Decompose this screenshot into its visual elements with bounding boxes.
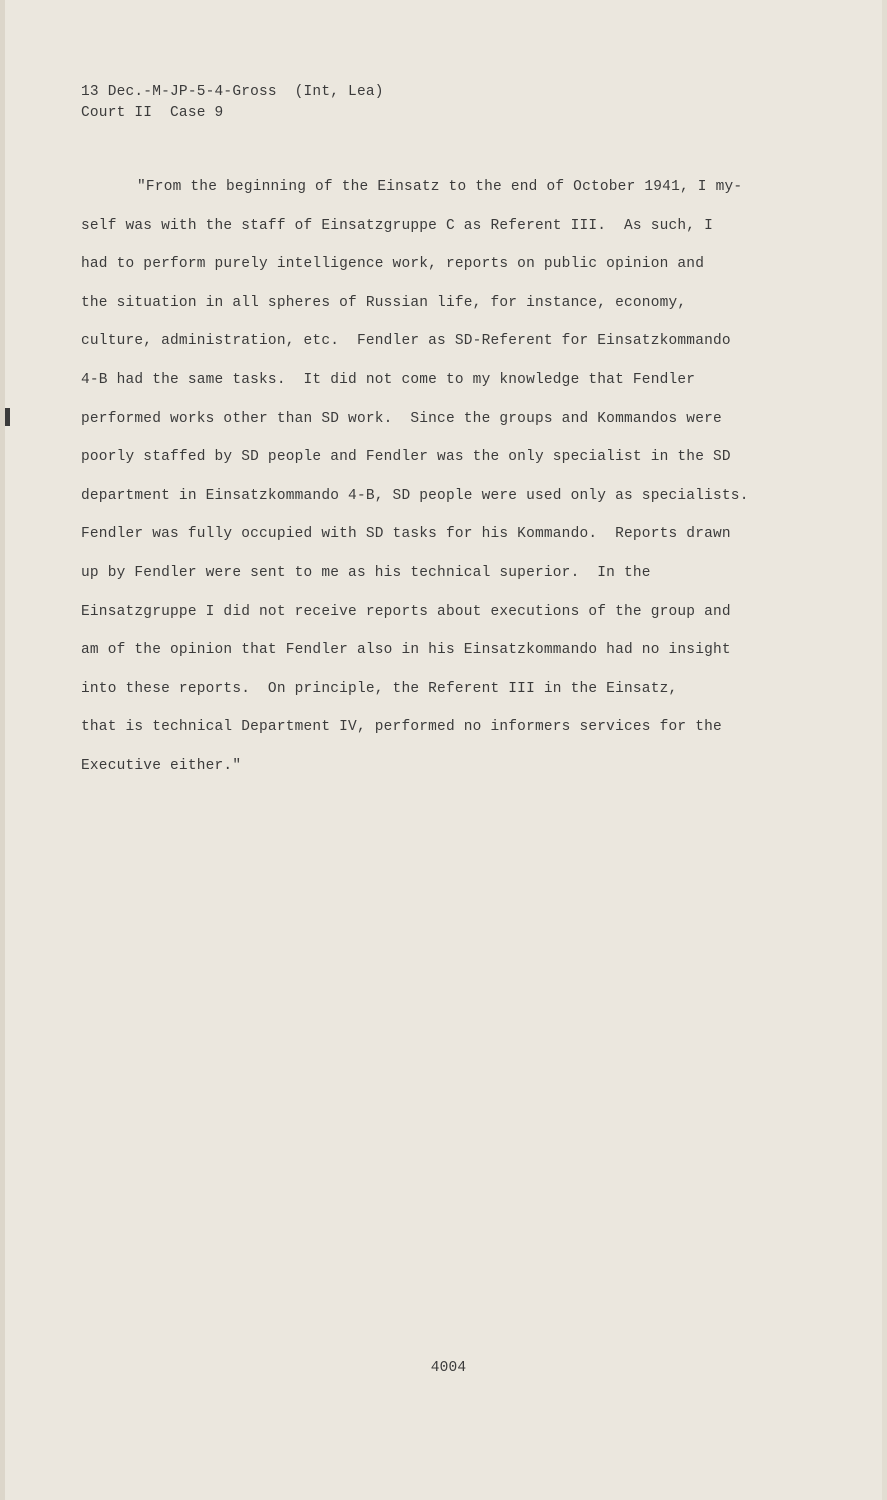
header-reference-line: 13 Dec.-M-JP-5-4-Gross (Int, Lea) [81,84,384,100]
text-line: "From the beginning of the Einsatz to the end of October 1941, I my- [137,179,743,195]
text-line: Einsatzgruppe I did not receive reports about executions of the group and [81,603,731,620]
text-line: Executive either." [81,757,242,774]
text-line: performed works other than SD work. Since the groups and Kommandos were [81,410,722,427]
text-line: culture, administration, etc. Fendler as SD-Referent for Einsatzkommando [81,333,731,350]
text-line: Fendler was fully occupied with SD tasks for his Kommando. Reports drawn [81,526,731,543]
text-line: self was with the staff of Einsatzgruppe C as Referent III. As such, I [81,217,714,234]
text-line: had to perform purely intelligence work, reports on public opinion and [81,256,705,273]
header-court-line: Court II Case 9 [81,105,224,121]
text-line: am of the opinion that Fendler also in his Einsatzkommando had no insight [81,642,731,659]
text-line: 4-B had the same tasks. It did not come to my knowledge that Fendler [81,371,696,388]
text-line: poorly staffed by SD people and Fendler was the only specialist in the SD [81,449,731,466]
text-line: that is technical Department IV, performed no informers services for the [81,719,722,736]
document-header [81,82,384,124]
text-line: department in Einsatzkommando 4-B, SD people were used only as specialists. [81,487,749,504]
text-line: the situation in all spheres of Russian life, for instance, economy, [81,294,687,311]
text-line: up by Fendler were sent to me as his technical superior. In the [81,564,651,581]
testimony-paragraph [81,172,821,790]
text-line: into these reports. On principle, the Referent III in the Einsatz, [81,680,678,697]
page-number: 4004 [430,1360,467,1376]
punch-hole-mark [5,408,10,426]
